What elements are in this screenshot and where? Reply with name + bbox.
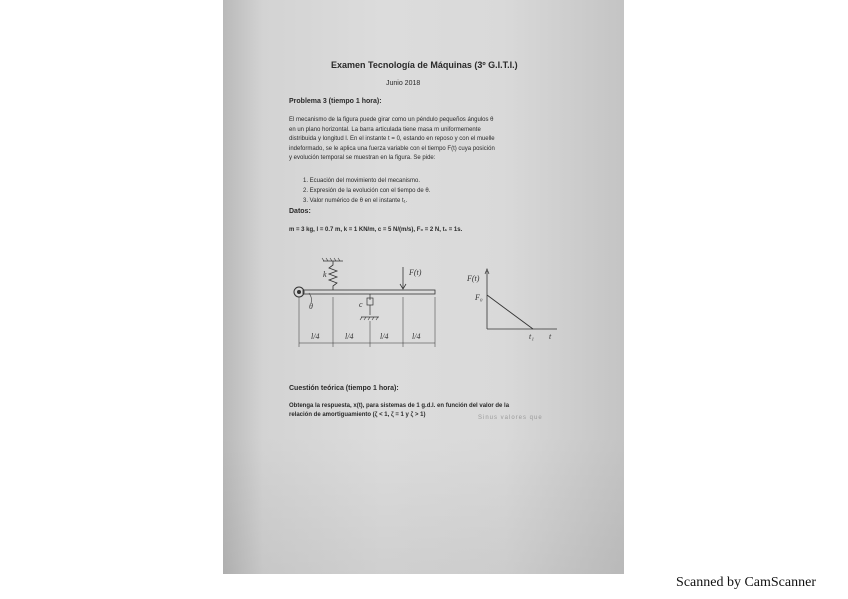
data-heading: Datos: bbox=[289, 208, 311, 215]
question-text bbox=[289, 402, 509, 420]
problem-paragraph bbox=[289, 116, 495, 164]
question-heading: Cuestión teórica (tiempo 1 hora): bbox=[289, 385, 399, 392]
graph-y-label: F(t) bbox=[467, 274, 480, 283]
task-item: 1. Ecuación del movimiento del mecanismo. bbox=[303, 178, 421, 184]
dimension-label: l/4 bbox=[412, 332, 421, 341]
graph-t1-label: t₁ bbox=[529, 332, 535, 341]
question-line: relación de amortiguamiento (ζ < 1, ζ = 1 y ζ > 1) bbox=[289, 412, 426, 418]
data-values: m = 3 kg, l = 0.7 m, k = 1 KN/m, c = 5 N/(m/s), F₀ = 2 N, t₁ = 1s. bbox=[289, 227, 463, 233]
dimension-label: l/4 bbox=[345, 332, 354, 341]
paragraph-line: en un plano horizontal. La barra articulada tiene masa m uniformemente bbox=[289, 126, 481, 133]
angle-label: θ bbox=[309, 302, 313, 311]
spring-label: k bbox=[323, 270, 327, 279]
spring-icon bbox=[329, 261, 337, 290]
question-line: Obtenga la respuesta, x(t), para sistemas de 1 g.d.l. en función del valor de la bbox=[289, 403, 510, 409]
graph-x-label: t bbox=[549, 332, 552, 341]
handwritten-note: Sinus valores que bbox=[478, 415, 543, 421]
mechanism-figure bbox=[283, 255, 453, 350]
paragraph-line: y evolución temporal se muestran en la figura. Se pide: bbox=[289, 155, 436, 161]
paragraph-line: distribuida y longitud l. En el instante t = 0, estando en reposo y con el muelle bbox=[289, 136, 495, 142]
dimension-label: l/4 bbox=[380, 332, 389, 341]
paragraph-line: indeformado, se le aplica una fuerza variable con el tiempo F(t) cuya posición bbox=[289, 145, 495, 152]
paragraph-line: El mecanismo de la figura puede girar como un péndulo pequeños ángulos θ bbox=[289, 117, 494, 123]
bar bbox=[303, 290, 435, 294]
damper-label: c bbox=[359, 300, 363, 309]
problem-heading: Problema 3 (tiempo 1 hora): bbox=[289, 98, 382, 105]
exam-date: Junio 2018 bbox=[386, 80, 421, 87]
task-item: 2. Expresión de la evolución con el tiempo de θ. bbox=[303, 188, 431, 194]
scanned-page-photo bbox=[223, 0, 624, 574]
force-time-graph bbox=[463, 265, 563, 345]
force-label: F(t) bbox=[409, 268, 422, 277]
force-ramp-line bbox=[487, 295, 533, 329]
graph-f0-label: F₀ bbox=[475, 293, 483, 302]
task-item: 3. Valor numérico de θ en el instante t₁. bbox=[303, 198, 408, 204]
dimension-label: l/4 bbox=[311, 332, 320, 341]
exam-title: Examen Tecnología de Máquinas (3º G.I.T.I.) bbox=[331, 60, 518, 70]
camscanner-watermark: Scanned by CamScanner bbox=[676, 575, 816, 590]
task-list bbox=[303, 176, 430, 206]
